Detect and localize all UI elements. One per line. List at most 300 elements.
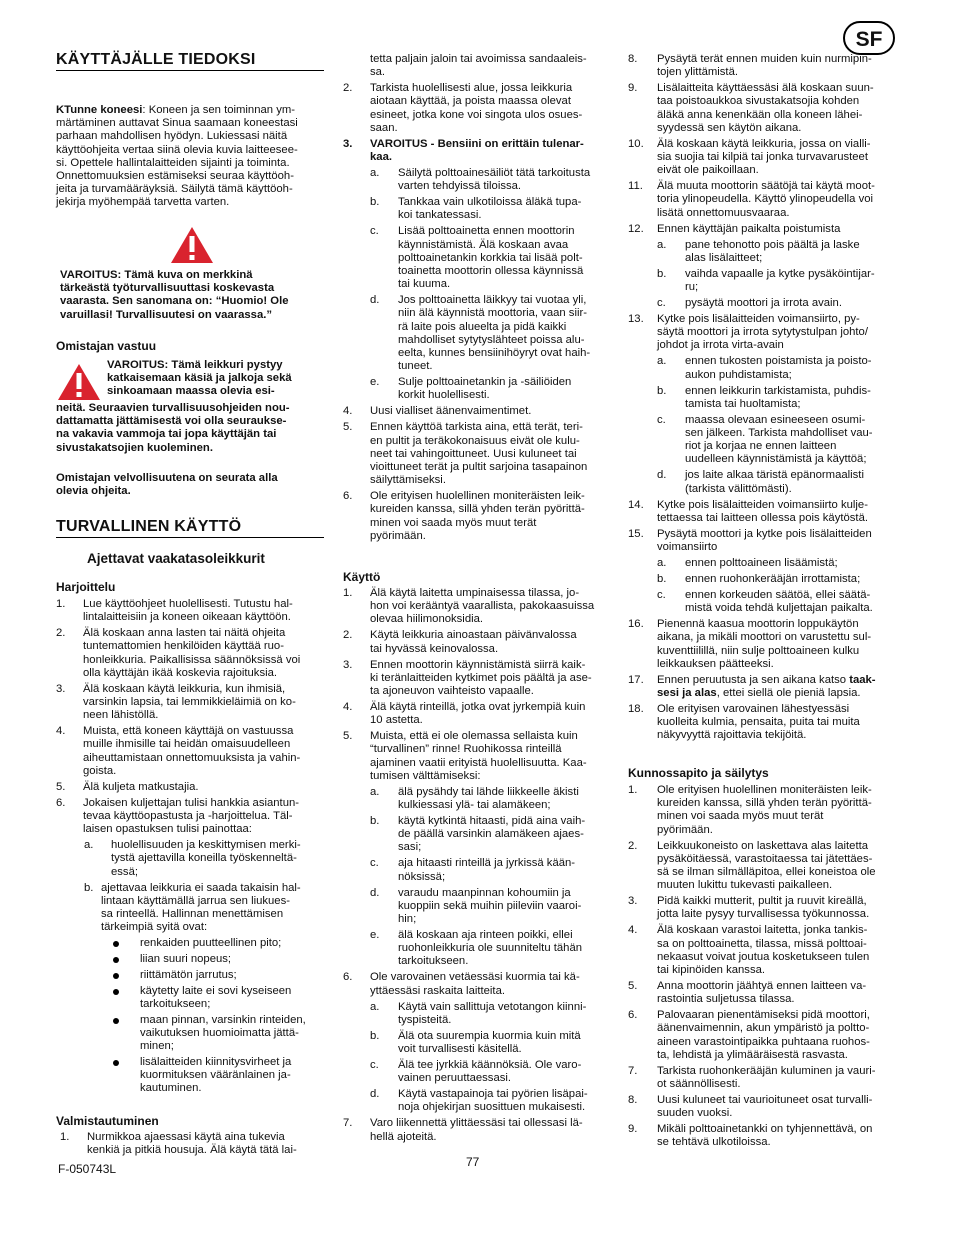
text-line: käyttöohjeita vertaa siinä olevia kuvia laitteesee- — [56, 143, 298, 156]
list-item — [628, 223, 900, 236]
text-line: älä koskaan aja rinteen poikki, ellei — [398, 929, 573, 942]
bullet-icon — [113, 989, 119, 995]
text-line: riot ja korjaa ne ennen laitteen — [685, 440, 837, 453]
text-line: pyörimään. — [370, 529, 426, 542]
list-item — [56, 683, 326, 723]
list-item — [56, 797, 326, 837]
list-item — [628, 138, 900, 178]
list-item-number: 6. — [343, 490, 353, 503]
text-line: tärkeästä työturvallisuuttasi koskevasta — [60, 282, 275, 295]
list-item-number: b. — [657, 573, 667, 586]
text-line: muille ihmisille tai heidän omaisuudelleen — [83, 738, 291, 751]
text-line: “turvallinen” rinne! Ruohikossa rinteillä — [370, 743, 562, 756]
text-line: na vakavia vammoja tai jopa käyttäjän tai — [56, 428, 277, 441]
list-item-number: 1. — [56, 598, 66, 610]
list-item — [628, 1009, 900, 1062]
text-span-bold: taak- — [849, 673, 876, 686]
warning-triangle-icon — [170, 226, 214, 264]
list-item-number: 1. — [628, 784, 638, 796]
text-line: Älä koskaan varastoi laitetta, jonka tankis- — [657, 924, 868, 937]
text-line: Lisää polttoainetta ennen moottorin — [398, 225, 575, 238]
text-line: rä laite pois alueelta ja pidä kaikki — [398, 320, 567, 333]
text-line: sa. — [370, 66, 386, 79]
intro-text: : Koneen ja sen toiminnan ym- — [142, 104, 296, 116]
list-item-number: e. — [370, 929, 380, 942]
language-badge: SF — [843, 21, 895, 55]
list-item-text — [398, 1088, 613, 1114]
text-line: tai hyvässä keinovalossa. — [370, 642, 499, 655]
text-line: sa on polttoainetta, tilassa, missä polttoai- — [657, 937, 867, 950]
list-item-number: c. — [370, 225, 379, 238]
text-line — [657, 687, 900, 700]
text-line: Pysäytä terät ennen muiden kuin nurmipin- — [657, 53, 872, 65]
list-item-text — [398, 887, 613, 927]
text-line: tai kipinöiden kanssa. — [657, 964, 766, 977]
text-line: Kytke pois lisälaitteiden voimansiirto, py- — [657, 313, 860, 326]
list-item-text — [685, 355, 900, 381]
text-line: eelta, kunnes bensiinihöyryt ovat haih- — [398, 347, 591, 360]
text-line: jeita ja turvamääräyksiä. Säilytä tämä käyttöoh- — [56, 183, 293, 196]
sub-item — [343, 1030, 613, 1056]
list-item — [628, 313, 900, 353]
text-line: tumisen välttämiseksi: — [370, 769, 481, 782]
list-item-text — [87, 1131, 326, 1157]
text-line: varaudu maanpinnan kohoumiin ja — [398, 886, 571, 899]
sub-item — [343, 1001, 613, 1027]
text-line — [657, 674, 900, 687]
list-item-text — [101, 882, 326, 935]
list-item-number: 1. — [343, 587, 353, 599]
bullet-item — [56, 1014, 326, 1054]
text-line: neen lähistöllä. — [83, 709, 159, 722]
bullet-icon — [113, 957, 119, 963]
text-line: Kytke pois lisälaitteiden voimansiirto kulje- — [657, 498, 868, 511]
list-item-number: 2. — [343, 629, 353, 642]
list-item-number: 2. — [628, 839, 638, 852]
list-item-number: d. — [370, 294, 380, 307]
list-item-number: b. — [657, 384, 667, 397]
list-item — [628, 528, 900, 554]
text-line: Jokaisen kuljettajan tulisi hankkia asiantun- — [83, 796, 300, 809]
text-line: en pultit ja teräkokonaisuus eivät ole kulu- — [370, 434, 580, 447]
text-line: syydessä sen käytön aikana. — [657, 121, 802, 134]
title-rule — [56, 70, 324, 71]
sub-item — [628, 414, 900, 467]
bullet-item — [56, 1056, 326, 1096]
intro-lead: KTunne koneesi — [56, 104, 143, 116]
list-item-text — [370, 82, 613, 135]
text-line: yttäessäsi raskaita laitteita. — [370, 984, 505, 997]
text-line: aikana, ja mikäli moottori on varustettu sul- — [657, 631, 872, 644]
warning-text — [107, 359, 327, 399]
list-item-number: 14. — [628, 498, 644, 511]
warning-text — [56, 402, 326, 455]
text-line: tyspisteitä. — [398, 1013, 452, 1026]
text-line: Käytä vastapainoja tai pyörien lisäpai- — [398, 1088, 588, 1101]
text-line: polttoainetankin korkkia tai lisää polt- — [398, 251, 583, 264]
text-line: vioittuneet terät ja pultit sarjoina tasapainon — [370, 461, 588, 474]
text-line: Tarkista huolellisesti alue, jossa leikkuria — [370, 82, 573, 95]
text-line: märtäminen auttavat Sinua saamaan koneestasi — [56, 117, 298, 130]
text-line: se tehtävä ulkotiloissa. — [657, 1136, 771, 1149]
list-item-number: 6. — [343, 971, 353, 984]
title-rule — [56, 537, 324, 538]
sub-item — [343, 857, 613, 883]
text-line: käynnistämistä. Älä koskaan avaa — [398, 238, 569, 251]
list-item-number: 8. — [628, 53, 638, 65]
list-item-text — [370, 53, 613, 79]
list-item — [628, 618, 900, 671]
text-line: sivustakatsojien kuoleminen. — [56, 441, 213, 454]
text-line: leikkauksen päätteeksi. — [657, 657, 774, 670]
list-item-number: 4. — [628, 924, 638, 937]
text-line: VAROITUS: Tämä leikkuri pystyy — [107, 359, 283, 371]
text-line: Ole varovainen vetäessäsi kuormia tai kä- — [370, 971, 580, 984]
text-line: olevaa hiilimonoksidia. — [370, 613, 484, 626]
text-line: VAROITUS - Bensiini on erittäin tulenar- — [370, 137, 584, 150]
text-line: sä se ilman silmälläpitoa, ellei koneistoa ole — [657, 866, 876, 879]
bullet-item — [56, 937, 326, 950]
sub-item — [343, 887, 613, 927]
list-item-number: 3. — [56, 682, 66, 695]
sub-item — [343, 167, 613, 193]
training-list — [56, 598, 326, 1098]
text-line: vaihda vapaalle ja kytke pysäköintijar- — [685, 267, 875, 280]
list-item — [343, 490, 613, 543]
text-line: kuolleita kulmia, pensaita, puita tai muita — [657, 716, 860, 729]
text-line: tuneet. — [398, 360, 433, 373]
text-line: ajettavaa leikkuria ei saada takaisin hal- — [101, 881, 301, 894]
text-span-bold: sesi ja alas — [657, 687, 717, 700]
list-item-number: a. — [657, 238, 667, 251]
text-line: nekaasut voivat joutua kosketukseen tulen — [657, 950, 870, 963]
warning-cutting-hazard — [107, 359, 327, 399]
list-item-text — [398, 294, 613, 373]
heading-maintenance-storage: Kunnossapito ja säilytys — [628, 766, 769, 780]
list-item-text — [657, 618, 900, 671]
text-line: lisälaitteiden kiinnitysvirheet ja — [140, 1056, 292, 1069]
list-item-text — [83, 683, 326, 723]
operation-list — [343, 587, 613, 1144]
text-line: Anna moottorin jäähtyä ennen laitteen va- — [657, 980, 867, 993]
text-line: Nurmikkoa ajaessasi käytä aina tukevia — [87, 1131, 285, 1143]
text-line: aineen varastointipaikka puhtaana ruohos- — [657, 1035, 870, 1048]
sub-item — [628, 385, 900, 411]
list-item-text — [657, 313, 900, 353]
text-line: Uusi vialliset äänenvaimentimet. — [370, 405, 532, 418]
list-item-text — [370, 971, 613, 997]
list-item-text — [398, 1001, 613, 1027]
text-line: Ole erityisen huolellinen moniteräisten leik- — [370, 490, 585, 503]
list-item — [628, 82, 900, 135]
text-line: ruohonleikkuria ole suunniteltu tähän — [398, 942, 583, 955]
text-line: säilyttämiseksi. — [370, 474, 446, 487]
bullet-text — [140, 953, 326, 966]
text-line: Leikkuukoneisto on laskettava alas laitetta — [657, 839, 869, 852]
text-line: minen; — [140, 1040, 174, 1053]
text-line: Käytä vain sallittuja vetotangon kiinni- — [398, 1000, 587, 1013]
list-item-number: a. — [370, 785, 380, 798]
text-line: sia suojia tai kilpiä tai jonka turvavarusteet — [657, 151, 868, 164]
sub-item — [628, 557, 900, 570]
text-line: aiotaan käyttää, ja poista maassa olevat — [370, 95, 571, 108]
sub-item — [343, 929, 613, 969]
sub-item — [56, 839, 326, 879]
text-line: VAROITUS: Tämä kuva on merkkinä — [60, 269, 253, 281]
bullet-item — [56, 953, 326, 966]
list-item — [343, 587, 613, 627]
text-line: Tankkaa vain ulkotiloissa äläkä tupa- — [398, 196, 582, 209]
list-item-number: 9. — [628, 82, 638, 95]
preparation-list — [56, 1131, 326, 1157]
list-item-number: a. — [84, 839, 94, 852]
list-item-text — [83, 781, 326, 794]
list-item — [343, 629, 613, 655]
list-item-text — [657, 674, 900, 700]
text-line: tai kuuma. — [398, 278, 451, 291]
text-line: huolellisuuden ja keskittymisen merki- — [111, 839, 301, 852]
text-line: 10 astetta. — [370, 714, 423, 727]
text-line: Varo liikennettä ylittäessäsi tai ollessasi lä- — [370, 1117, 583, 1130]
list-item — [628, 53, 900, 79]
list-item-text — [657, 703, 900, 743]
text-line: toria ylinopeudella. Käyttö ylinopeudella voi — [657, 193, 874, 206]
sub-item — [628, 268, 900, 294]
text-line: varten tehdyissä tiloissa. — [398, 180, 522, 193]
text-line: sinkoamaan maassa olevia esi- — [107, 385, 275, 398]
text-line: Onnettomuuksien estämiseksi seuraa käyttöoh- — [56, 170, 294, 183]
text-line: esineet, jotka kone voi singota ulos osues- — [370, 108, 583, 121]
intro-paragraph — [56, 104, 326, 210]
list-item-text — [83, 725, 326, 778]
text-line: aiheuttamistaan onnettomuuksista ja vahin- — [83, 751, 301, 764]
list-item — [343, 701, 613, 727]
text-line: Älä koskaan anna lasten tai näitä ohjeita — [83, 627, 286, 640]
list-item-number: c. — [370, 1059, 379, 1072]
list-item-number: 5. — [56, 780, 66, 793]
text-line — [56, 104, 326, 117]
list-item — [628, 980, 900, 1006]
text-line: ta ajoneuvon vaihteisto vapaalle. — [370, 685, 534, 698]
list-item-text — [83, 797, 326, 837]
list-item-text — [685, 297, 900, 310]
text-line: taa poistoaukkoa sivustakatsojia kohden — [657, 95, 860, 108]
list-item-number: 6. — [628, 1009, 638, 1022]
text-line: Omistajan velvollisuutena on seurata alla — [56, 472, 278, 484]
list-item-number: a. — [370, 1000, 380, 1013]
list-item-number: b. — [370, 196, 380, 209]
list-item-number: 10. — [628, 137, 644, 150]
text-line: varuillasi! Turvallisuutesi on vaarassa.” — [60, 308, 273, 321]
text-line: Ole erityisen varovainen lähestyessäsi — [657, 703, 850, 716]
text-line: Mikäli polttoainetankki on tyhjennettävä, on — [657, 1123, 873, 1136]
list-item-text — [657, 499, 900, 525]
sub-item — [343, 815, 613, 855]
text-line: neitä. Seuraavien turvallisuusohjeiden nou- — [56, 402, 290, 414]
list-item-text — [370, 659, 613, 699]
text-line: katkaisemaan käsiä ja jalkoja sekä — [107, 372, 292, 385]
text-line: Älä kuljeta matkustajia. — [83, 780, 199, 793]
list-item — [628, 180, 900, 220]
list-item-text — [398, 786, 613, 812]
text-line: sen jälkeen. Tarkista mahdolliset vau- — [685, 427, 873, 440]
sub-item — [628, 589, 900, 615]
text-line: Palovaaran pienentämiseksi pidä moottori, — [657, 1009, 870, 1022]
text-line: Ole erityisen huolellinen moniteräisten leik- — [657, 784, 872, 796]
text-line: tystä ajettavilla koneilla työskenneltä- — [111, 852, 297, 865]
text-line: Muista, että koneen käyttäjä on vastuussa — [83, 725, 294, 738]
list-item-number: 3. — [343, 137, 353, 150]
list-item-text — [398, 225, 613, 291]
text-line: tettaessa tai laitteen ollessa pois käytöstä. — [657, 511, 868, 524]
list-item — [628, 674, 900, 700]
list-item-number: a. — [657, 557, 667, 570]
text-line: tärkeimpiä syitä ovat: — [101, 921, 208, 934]
list-item-text — [657, 1094, 900, 1120]
text-line: maassa olevaan esineeseen osumi- — [685, 413, 866, 426]
text-line: suuden vuoksi. — [657, 1107, 733, 1120]
text-line: laisen opastuksen tulisi painottaa: — [83, 823, 252, 836]
list-item-text — [685, 589, 900, 615]
text-line: ennen leikkurin tarkistamista, puhdis- — [685, 384, 871, 397]
list-item-text — [657, 924, 900, 977]
list-item-text — [685, 385, 900, 411]
list-item — [56, 627, 326, 680]
bullet-icon — [113, 1060, 119, 1066]
list-item-number: e. — [370, 376, 380, 389]
text-line: aukon puhdistamista; — [685, 368, 792, 381]
text-line: de päällä varsinkin alamäkeen ajaes- — [398, 828, 584, 841]
text-line: niin älä käynnistä moottoria, vaan siir- — [398, 307, 587, 320]
text-line: Uusi kuluneet tai vaurioituneet osat turvalli- — [657, 1094, 873, 1107]
sub-item — [343, 196, 613, 222]
text-line: hin; — [398, 913, 417, 926]
sub-item — [343, 225, 613, 291]
list-item-text — [370, 730, 613, 783]
text-line: Älä käytä laitetta umpinaisessa tilassa, jo- — [370, 587, 580, 599]
text-line: ki teränlaitteiden kytkimet pois päältä ja ase- — [370, 671, 592, 684]
list-item-text — [657, 180, 900, 220]
text-line: kautuminen. — [140, 1082, 202, 1095]
text-line: olla käyttäjän ikää koskevia rajoituksia. — [83, 666, 278, 679]
list-item — [343, 405, 613, 418]
list-item-number: 5. — [343, 421, 353, 434]
list-item-number: 7. — [343, 1117, 353, 1130]
list-item-text — [111, 839, 326, 879]
list-item-number: 1. — [60, 1131, 70, 1143]
list-item-number: d. — [370, 886, 380, 899]
text-line: jekirja myöhempää tarvetta varten. — [56, 196, 230, 209]
text-line: noja ohjekirjan suosittuen mukaisesti. — [398, 1101, 586, 1114]
text-line: minen voi saada myös muut terät — [657, 810, 824, 823]
list-item-text — [398, 196, 613, 222]
list-item-text — [657, 82, 900, 135]
text-line: uudelleen käynnistämistä ja käyttöä; — [685, 453, 867, 466]
list-item-number: c. — [657, 413, 666, 426]
list-item-number: 3. — [343, 658, 353, 671]
text-span: , ettei siellä ole pieniä lapsia. — [716, 687, 861, 700]
text-line: lisätä onnettomuusvaaraa. — [657, 206, 790, 219]
text-line: pyörimään. — [657, 823, 713, 836]
sub-item — [343, 376, 613, 402]
list-item-number: 18. — [628, 703, 644, 716]
list-item — [628, 703, 900, 743]
text-line: Älä koskaan käytä leikkuria, jossa on vialli- — [657, 137, 871, 150]
sub-item — [56, 882, 326, 935]
text-line: kuoppiin sekä muihin piileviin vaaroi- — [398, 899, 582, 912]
list-item-number: d. — [657, 469, 667, 482]
list-item-text — [398, 167, 613, 193]
list-item-number: 16. — [628, 618, 644, 631]
list-item-text — [657, 138, 900, 178]
text-line: Ennen käyttöä tarkista aina, että terät, teri- — [370, 421, 583, 434]
text-line: johdot ja irrota virta-avain — [657, 339, 784, 352]
list-item-text — [370, 138, 613, 164]
list-item-text — [685, 268, 900, 294]
list-item-number: 6. — [56, 796, 66, 809]
text-line: nöksissä; — [398, 870, 446, 883]
text-line: aja hitaasti rinteillä ja jyrkissä kään- — [398, 857, 576, 870]
list-item-number: 4. — [56, 725, 66, 738]
list-item-text — [370, 701, 613, 727]
text-line: neet tai vahingoittuneet. Uusi kuluneet tai — [370, 447, 577, 460]
list-item — [628, 840, 900, 893]
text-line: äläkä anna kenenkään olla koneen lähei- — [657, 108, 863, 121]
text-line: tarkoitukseen. — [398, 955, 469, 968]
text-line: liian suuri nopeus; — [140, 953, 232, 966]
document-code: F-050743L — [58, 1162, 117, 1176]
text-line: Älä tee jyrkkiä käännöksiä. Ole varo- — [398, 1059, 582, 1072]
list-item-number: 5. — [628, 980, 638, 993]
list-item-number: b. — [84, 881, 94, 894]
heading-operation: Käyttö — [343, 570, 381, 584]
operation-list-continued — [628, 53, 900, 743]
list-item-text — [657, 895, 900, 921]
text-line: voimansiirto — [657, 541, 718, 554]
list-item-text — [657, 1009, 900, 1062]
text-line: Pidä kaikki mutterit, pultit ja ruuvit kireällä, — [657, 895, 867, 908]
text-line: vaikutuksen huomioimatta jättä- — [140, 1027, 299, 1040]
text-line: honleikkuria. Paikallisissa säännöksissä voi — [83, 653, 301, 666]
list-item-text — [657, 784, 900, 837]
text-line: pane tehonotto pois päältä ja laske — [685, 238, 860, 251]
sub-item — [343, 1088, 613, 1114]
text-line: (tarkista välittömästi). — [685, 482, 792, 495]
list-item-text — [685, 469, 900, 495]
text-line: Lisälaitteita käyttäessäsi älä koskaan suun- — [657, 82, 874, 95]
list-item — [343, 138, 613, 164]
text-line: kureiden kanssa, sillä yhden terän pyörittä- — [370, 503, 585, 516]
text-line: si. Opettele hallintalaitteiden sijainti ja toiminta. — [56, 156, 290, 169]
bullet-item — [56, 969, 326, 982]
bullet-text — [140, 1014, 326, 1054]
text-line: äänenvaimennin, akun ympäristö ja poltto- — [657, 1022, 870, 1035]
list-item — [343, 1117, 613, 1143]
text-line: näkyvyyttä rajoittavia tekijöitä. — [657, 729, 807, 742]
list-item-number: 4. — [343, 701, 353, 714]
list-item-text — [370, 405, 613, 418]
text-line: tuntemattomien henkilöiden käyttää ruo- — [83, 640, 284, 653]
text-line: vaarasta. Sen sanomana on: “Huomio! Ole — [60, 295, 289, 308]
list-item-text — [398, 376, 613, 402]
list-item-text — [370, 587, 613, 627]
text-line: Sulje polttoainetankin ja -säiliöiden — [398, 376, 572, 389]
text-line: pysäköitäessä, varastoitaessa tai jätettäes- — [657, 852, 873, 865]
list-item — [628, 895, 900, 921]
text-line: jotta laite pysyy turvallisessa työkunnossa. — [657, 908, 870, 921]
text-line: tamista tai huoltamista; — [685, 397, 801, 410]
text-line: kuormituksen vääränlainen ja- — [140, 1069, 291, 1082]
